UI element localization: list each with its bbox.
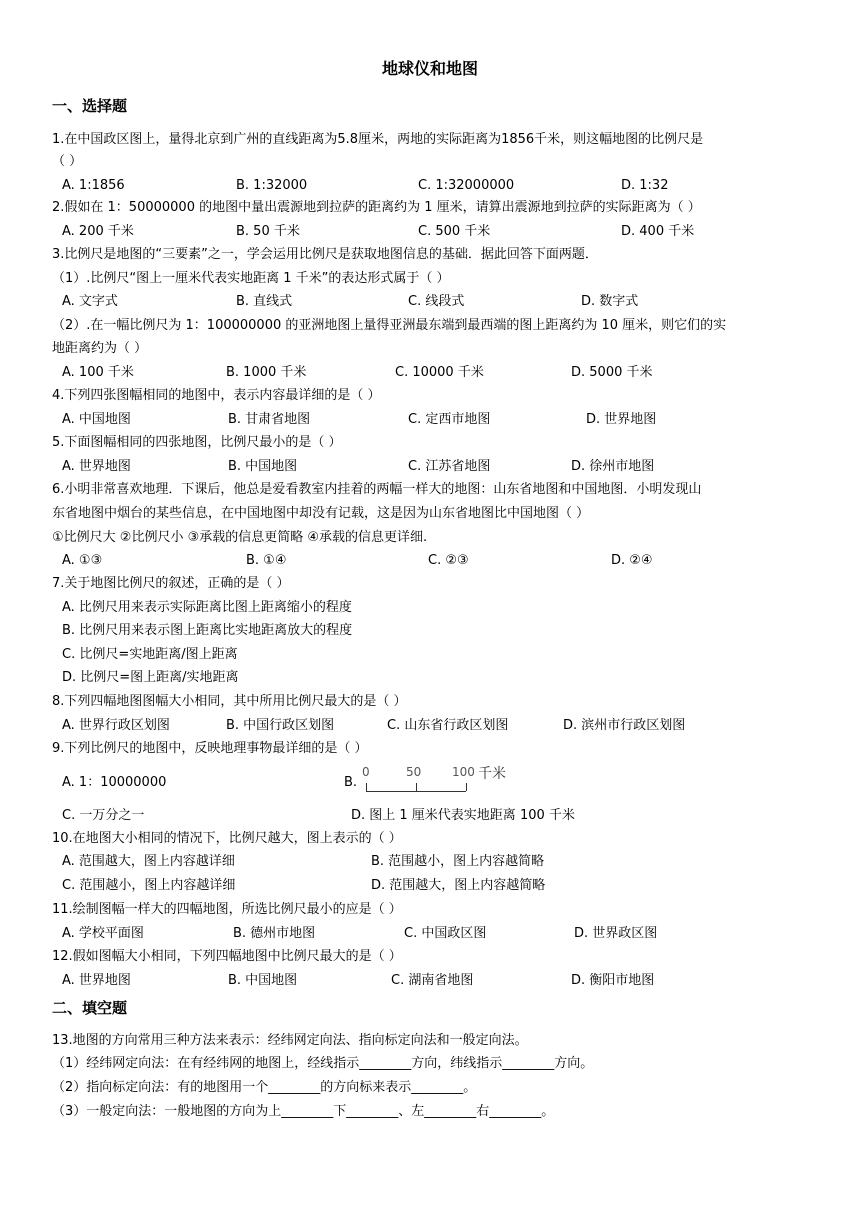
q8-stem: 8.下列四幅地图图幅大小相同，其中所用比例尺最大的是（ ） — [52, 694, 407, 709]
q1-option-b[interactable]: B. 1:32000 — [236, 178, 308, 193]
q3-sub2-cont: 地距离约为（ ） — [52, 341, 148, 356]
q7-option-a[interactable]: A. 比例尺用来表示实际距离比图上距离缩小的程度 — [62, 600, 352, 615]
q9-option-d[interactable]: D. 图上 1 厘米代表实地距离 100 千米 — [351, 808, 575, 823]
q9-option-c[interactable]: C. 一万分之一 — [62, 808, 145, 823]
scale-label-50: 50 — [406, 765, 422, 779]
q5-stem: 5.下面图幅相同的四张地图，比例尺最小的是（ ） — [52, 435, 342, 450]
q7-option-d[interactable]: D. 比例尺=图上距离/实地距离 — [62, 670, 239, 685]
q9-option-b[interactable]: B. — [344, 775, 358, 790]
q4-stem: 4.下列四张图幅相同的地图中，表示内容最详细的是（ ） — [52, 388, 381, 403]
q2-stem: 2.假如在 1：50000000 的地图中量出震源地到拉萨的距离约为 1 厘米，请算出震源地到拉萨的实际距离为（ ） — [52, 200, 701, 215]
q3-sub2-option-c[interactable]: C. 10000 千米 — [395, 365, 484, 380]
scale-label-0: 0 — [362, 765, 370, 779]
q12-option-d[interactable]: D. 衡阳市地图 — [571, 973, 655, 988]
q9-scale-bar-figure — [360, 765, 520, 801]
q3-sub1-option-d[interactable]: D. 数字式 — [581, 294, 639, 309]
q1-stem-cont: （ ） — [52, 154, 83, 169]
q12-option-b[interactable]: B. 中国地图 — [228, 973, 298, 988]
q6-stem: 6.小明非常喜欢地理．下课后，他总是爱看教室内挂着的两幅一样大的地图：山东省地图和中国地图．小明发现山 — [52, 482, 702, 497]
q6-option-b[interactable]: B. ①④ — [246, 553, 287, 568]
q1-option-d[interactable]: D. 1:32 — [621, 178, 669, 193]
scale-tick-0 — [366, 783, 367, 791]
q6-statements: ①比例尺大 ②比例尺小 ③承载的信息更简略 ④承载的信息更详细. — [52, 530, 428, 545]
q3-sub2-option-d[interactable]: D. 5000 千米 — [571, 365, 653, 380]
q8-option-a[interactable]: A. 世界行政区划图 — [62, 718, 170, 733]
scale-tick-100 — [466, 783, 467, 791]
q10-option-b[interactable]: B. 范围越小，图上内容越简略 — [371, 854, 545, 869]
q8-option-d[interactable]: D. 滨州市行政区划图 — [563, 718, 686, 733]
q11-option-d[interactable]: D. 世界政区图 — [574, 926, 658, 941]
q10-option-d[interactable]: D. 范围越大，图上内容越简略 — [371, 878, 546, 893]
q7-option-c[interactable]: C. 比例尺=实地距离/图上距离 — [62, 647, 238, 662]
q6-option-c[interactable]: C. ②③ — [428, 553, 469, 568]
q3-sub1-option-b[interactable]: B. 直线式 — [236, 294, 293, 309]
q12-option-c[interactable]: C. 湖南省地图 — [391, 973, 474, 988]
q8-option-c[interactable]: C. 山东省行政区划图 — [387, 718, 509, 733]
q1-option-c[interactable]: C. 1:32000000 — [418, 178, 515, 193]
q7-stem: 7.关于地图比例尺的叙述，正确的是（ ） — [52, 576, 290, 591]
q6-option-a[interactable]: A. ①③ — [62, 553, 103, 568]
q13-line-2[interactable]: （2）指向标定向法：有的地图用一个________的方向标来表示________。 — [52, 1080, 477, 1095]
q11-stem: 11.绘制图幅一样大的四幅地图，所选比例尺最小的应是（ ） — [52, 902, 402, 917]
q11-option-a[interactable]: A. 学校平面图 — [62, 926, 144, 941]
q3-sub1-option-c[interactable]: C. 线段式 — [408, 294, 465, 309]
q9-stem: 9.下列比例尺的地图中，反映地理事物最详细的是（ ） — [52, 741, 368, 756]
q3-sub2-option-a[interactable]: A. 100 千米 — [62, 365, 134, 380]
q7-option-b[interactable]: B. 比例尺用来表示图上距离比实地距离放大的程度 — [62, 623, 353, 638]
q1-stem: 1.在中国政区图上，量得北京到广州的直线距离为5.8厘米，两地的实际距离为1856千米，则这幅地图的比例尺是 — [52, 132, 704, 147]
q4-option-a[interactable]: A. 中国地图 — [62, 412, 131, 427]
scale-unit: 千米 — [478, 766, 506, 782]
q2-option-c[interactable]: C. 500 千米 — [418, 224, 491, 239]
q6-stem-cont: 东省地图中烟台的某些信息，在中国地图中却没有记载，这是因为山东省地图比中国地图（ ） — [52, 506, 590, 521]
q5-option-c[interactable]: C. 江苏省地图 — [408, 459, 491, 474]
q3-sub2: （2）.在一幅比例尺为 1：100000000 的亚洲地图上量得亚洲最东端到最西端的图上距离约为 10 厘米，则它们的实 — [52, 318, 727, 333]
q3-sub1-option-a[interactable]: A. 文字式 — [62, 294, 118, 309]
q12-stem: 12.假如图幅大小相同，下列四幅地图中比例尺最大的是（ ） — [52, 949, 402, 964]
q2-option-b[interactable]: B. 50 千米 — [236, 224, 300, 239]
q6-option-d[interactable]: D. ②④ — [611, 553, 653, 568]
q9-option-a[interactable]: A. 1：10000000 — [62, 775, 167, 790]
q4-option-b[interactable]: B. 甘肃省地图 — [228, 412, 311, 427]
q3-sub2-option-b[interactable]: B. 1000 千米 — [226, 365, 307, 380]
scale-tick-50 — [416, 783, 417, 791]
q10-option-c[interactable]: C. 范围越小，图上内容越详细 — [62, 878, 236, 893]
q8-option-b[interactable]: B. 中国行政区划图 — [226, 718, 335, 733]
section-heading-fill: 二、填空题 — [52, 999, 128, 1017]
q5-option-a[interactable]: A. 世界地图 — [62, 459, 131, 474]
q10-option-a[interactable]: A. 范围越大，图上内容越详细 — [62, 854, 235, 869]
q13-line-3[interactable]: （3）一般定向法：一般地图的方向为上________下________、左________右________。 — [52, 1104, 555, 1119]
q4-option-d[interactable]: D. 世界地图 — [586, 412, 657, 427]
section-heading-choice: 一、选择题 — [52, 97, 128, 115]
q2-option-a[interactable]: A. 200 千米 — [62, 224, 134, 239]
q1-option-a[interactable]: A. 1:1856 — [62, 178, 125, 193]
q11-option-c[interactable]: C. 中国政区图 — [404, 926, 487, 941]
q2-option-d[interactable]: D. 400 千米 — [621, 224, 695, 239]
q13-line-1[interactable]: （1）经纬网定向法：在有经纬网的地图上，经线指示________方向，纬线指示________方向。 — [52, 1056, 594, 1071]
q3-sub1: （1）.比例尺“图上一厘米代表实地距离 1 千米”的表达形式属于（ ） — [52, 271, 450, 286]
scale-label-100: 100 — [452, 765, 475, 779]
q11-option-b[interactable]: B. 德州市地图 — [233, 926, 316, 941]
q4-option-c[interactable]: C. 定西市地图 — [408, 412, 491, 427]
q5-option-d[interactable]: D. 徐州市地图 — [571, 459, 655, 474]
q12-option-a[interactable]: A. 世界地图 — [62, 973, 131, 988]
q3-stem: 3.比例尺是地图的“三要素”之一，学会运用比例尺是获取地图信息的基础．据此回答下面两题． — [52, 247, 598, 262]
q13-stem: 13.地图的方向常用三种方法来表示：经纬网定向法、指向标定向法和一般定向法。 — [52, 1033, 528, 1048]
q5-option-b[interactable]: B. 中国地图 — [228, 459, 298, 474]
scale-baseline — [366, 791, 466, 792]
page-title: 地球仪和地图 — [381, 59, 478, 78]
q10-stem: 10.在地图大小相同的情况下，比例尺越大，图上表示的（ ） — [52, 831, 402, 846]
